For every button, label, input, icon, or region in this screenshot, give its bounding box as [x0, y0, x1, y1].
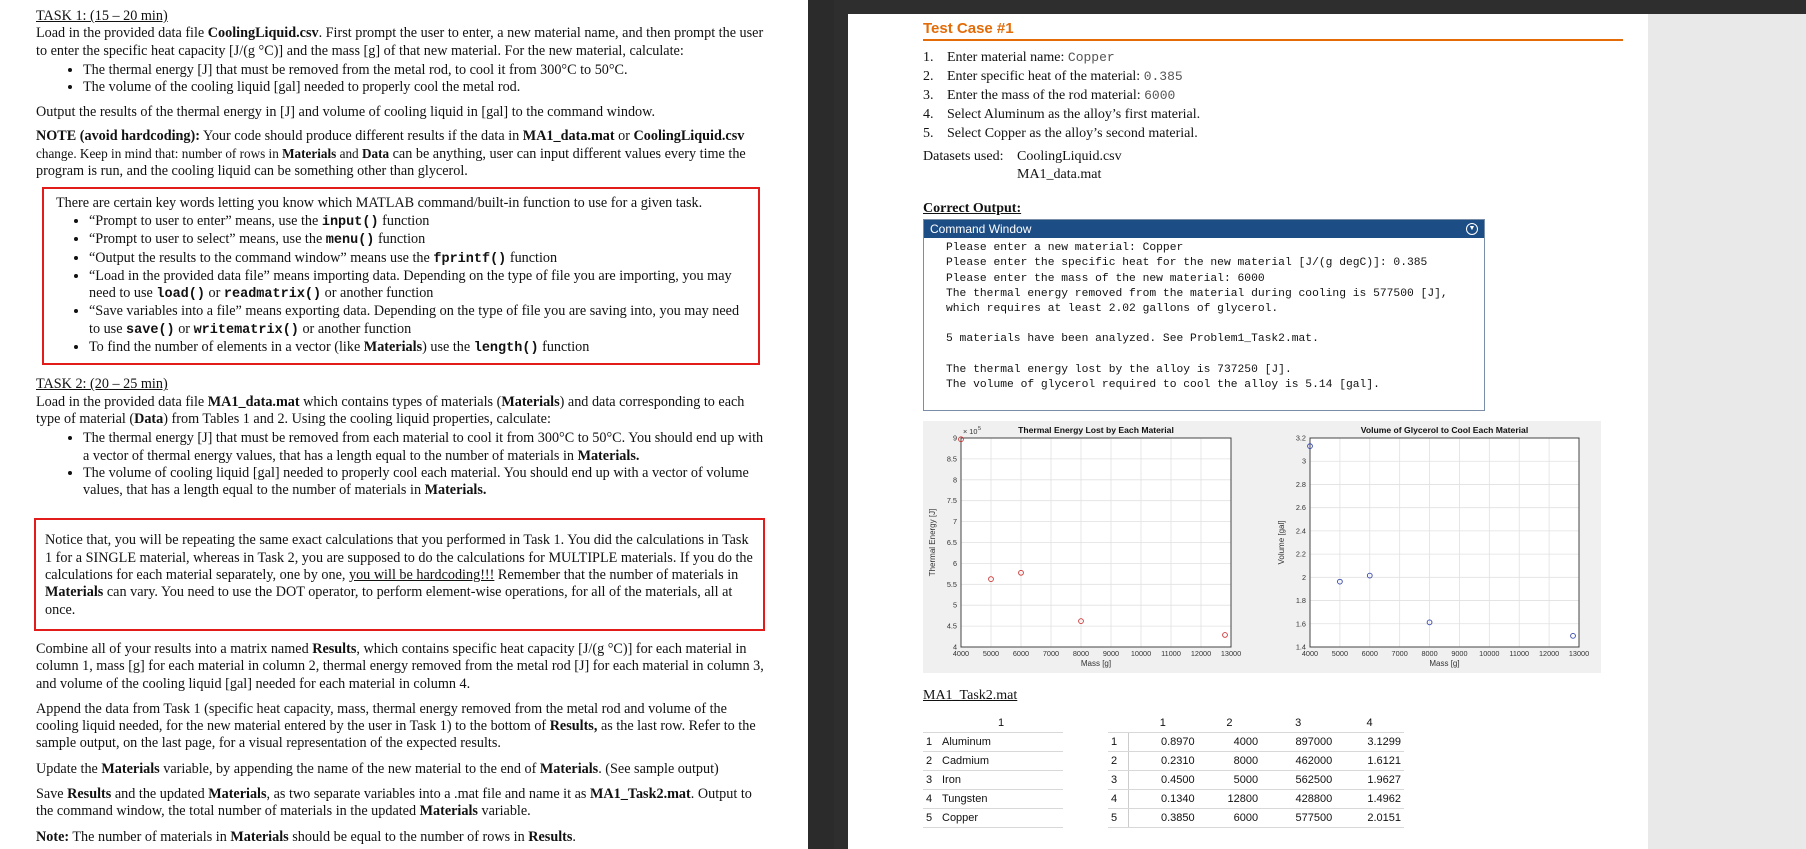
y-axis-label: Volume [gal] — [1277, 520, 1286, 565]
y-axis-label: Thermal Energy [J] — [928, 508, 937, 577]
results-cell: 8000 — [1198, 752, 1261, 771]
test-step: 2. Enter specific heat of the material: 0.385 — [923, 69, 1183, 84]
task1-note: NOTE (avoid hardcoding): Your code should produce different results if the data in MA1_data.mat or CoolingLiquid.csv change. Keep in mind that: number of rows in Materials and Data can be anything, user can input different values every time the program is run, and the cooling liquid can be something other than glycerol. — [36, 127, 746, 180]
results-cell: 0.1340 — [1128, 790, 1198, 809]
x-tick-label: 8000 — [1072, 649, 1090, 658]
table-row[interactable] — [923, 752, 1063, 771]
y-tick-label: 7.5 — [946, 496, 957, 506]
y-tick-label: 1.6 — [1295, 619, 1306, 629]
y-tick-label: 5.5 — [946, 579, 957, 589]
test-steps — [923, 49, 1623, 144]
page-gap — [808, 0, 834, 849]
cmd-line: The thermal energy lost by the alloy is 737250 [J]. — [946, 363, 1292, 376]
task2-bullet: • The volume of cooling liquid [gal] needed to properly cool each material. You should end up with a vector of volume values, that has a length equal to the number of materials in Materials. — [83, 465, 764, 500]
row-number: 4 — [1108, 790, 1128, 809]
mat-file-title: MA1_Task2.mat — [923, 688, 1018, 703]
materials-grid — [923, 714, 1063, 828]
y-tick-label: 8 — [952, 475, 957, 485]
matlab-figure — [923, 421, 1601, 673]
row-number: 1 — [1108, 733, 1128, 752]
column-header: 2 — [1198, 714, 1261, 733]
cmd-line — [946, 348, 1484, 363]
column-header: 1 — [1128, 714, 1198, 733]
chevron-down-icon[interactable]: ▼ — [1466, 223, 1478, 235]
x-tick-label: 13000 — [1220, 649, 1242, 658]
task2-bullets — [36, 430, 764, 499]
results-cell: 0.2310 — [1128, 752, 1198, 771]
hardcoding-warning-box — [34, 518, 765, 630]
column-header: 1 — [939, 714, 1063, 733]
results-cell: 1.4962 — [1335, 790, 1404, 809]
command-window[interactable] — [923, 219, 1485, 411]
left-page-content — [36, 8, 764, 846]
column-header: 3 — [1261, 714, 1335, 733]
results-cell: 5000 — [1198, 771, 1261, 790]
command-window-titlebar — [924, 220, 1484, 238]
matlab-keywords-box — [42, 187, 760, 366]
cmd-line: The volume of glycerol required to cool the alloy is 5.14 [gal]. — [946, 379, 1380, 392]
results-cell: 562500 — [1261, 771, 1335, 790]
x-tick-label: 11000 — [1509, 649, 1530, 658]
x-axis-label: Mass [g] — [1429, 659, 1460, 668]
table-row[interactable] — [923, 733, 1063, 752]
x-tick-label: 11000 — [1161, 649, 1181, 658]
y-tick-label: 1.4 — [1295, 642, 1306, 652]
material-cell: Aluminum — [939, 733, 1063, 752]
datasets-used — [923, 148, 1623, 184]
results-cell: 2.0151 — [1335, 809, 1404, 828]
task1-bullets — [36, 62, 764, 97]
cmd-line: The thermal energy removed from the material during cooling is 577500 [J], — [946, 287, 1448, 300]
hardcoding-warning-text: Notice that, you will be repeating the same exact calculations that you performed in Task 1. You did the calculations in Task 1 for a SINGLE material, whereas in Task 2, you are supposed to do the calculations for MULTIPLE materials. If you do the calculations for each material separately, one by one, you will be hardcoding!!! Remember that the number of materials in Materials can vary. You need to use the DOT operator, to perform element-wise operations, for all of the materials, all at once. — [45, 532, 753, 618]
task1-intro: Load in the provided data file CoolingLiquid.csv. First prompt the user to enter, a new material name, and then prompt the user to enter the specific heat capacity [J/(g °C)] and the mass [g] of that new material. For the new material, calculate: — [36, 25, 764, 59]
x-tick-label: 7000 — [1042, 649, 1060, 658]
x-tick-label: 4000 — [1301, 649, 1319, 658]
x-tick-label: 10000 — [1479, 649, 1500, 658]
dataset-file: CoolingLiquid.csv — [1017, 149, 1122, 164]
keyword-item: • “Prompt to user to enter” means, use the input() function — [89, 213, 742, 231]
cmd-line: Please enter the mass of the new material: 6000 — [946, 272, 1265, 285]
row-number: 3 — [923, 771, 939, 790]
keyword-item: • “Output the results to the command window” means use the fprintf() function — [89, 250, 742, 268]
command-window-title: Command Window — [930, 222, 1032, 236]
cmd-line: Please enter a new material: Copper — [946, 242, 1184, 254]
datasets-label: Datasets used: — [923, 149, 1004, 164]
y-tick-label: 3.2 — [1295, 433, 1306, 443]
table-row[interactable] — [923, 771, 1063, 790]
chart-title: Thermal Energy Lost by Each Material — [1018, 425, 1174, 435]
x-tick-label: 6000 — [1361, 649, 1378, 658]
table-row[interactable] — [923, 790, 1063, 809]
y-tick-label: 2.4 — [1295, 526, 1306, 536]
test-step: 5. Select Copper as the alloy’s second material. — [923, 126, 1198, 141]
axis-exponent-power: 5 — [978, 426, 982, 432]
task1-heading: TASK 1: (15 – 20 min) — [36, 8, 168, 24]
table-row[interactable] — [1108, 752, 1404, 771]
x-tick-label: 4000 — [952, 649, 970, 658]
task1-output-text: Output the results of the thermal energy in [J] and volume of cooling liquid in [gal] to the command window. — [36, 104, 655, 121]
row-number: 2 — [923, 752, 939, 771]
x-tick-label: 9000 — [1451, 649, 1468, 658]
results-cell: 897000 — [1261, 733, 1335, 752]
test-case-title: Test Case #1 — [923, 20, 1623, 41]
results-cell: 3.1299 — [1335, 733, 1404, 752]
y-tick-label: 2.8 — [1295, 479, 1306, 489]
table-row[interactable] — [1108, 733, 1404, 752]
row-number: 5 — [1108, 809, 1128, 828]
material-cell: Copper — [939, 809, 1063, 828]
y-tick-label: 7 — [952, 517, 957, 527]
y-tick-label: 5 — [952, 600, 957, 610]
command-window-output — [924, 238, 1484, 393]
y-tick-label: 6.5 — [946, 538, 957, 547]
x-tick-label: 10000 — [1130, 649, 1152, 658]
cmd-line: Please enter the specific heat for the new material [J/(g degC)]: 0.385 — [946, 257, 1428, 270]
table-header-row — [1108, 714, 1404, 733]
results-cell: 428800 — [1261, 790, 1335, 809]
results-cell: 0.8970 — [1128, 733, 1198, 752]
task1-bullet: • The thermal energy [J] that must be removed from the metal rod, to cool it from 300°C to 50°C. — [83, 62, 764, 79]
task2-intro: Load in the provided data file MA1_data.mat which contains types of materials (Materials) and data corresponding to each type of material (Data) from Tables 1 and 2. Using the cooling liquid properties, calculate: — [36, 393, 745, 427]
task1-bullet: • The volume of the cooling liquid [gal] needed to properly cool the metal rod. — [83, 79, 764, 96]
y-tick-label: 6 — [952, 558, 957, 568]
row-number: 3 — [1108, 771, 1128, 790]
figure-plots — [923, 421, 1601, 673]
x-tick-label: 6000 — [1012, 649, 1030, 658]
y-tick-label: 2 — [1301, 572, 1306, 582]
dataset-file: MA1_data.mat — [1017, 167, 1102, 182]
results-cell: 12800 — [1198, 790, 1261, 809]
y-tick-label: 4.5 — [946, 621, 957, 631]
save-results-text: Save Results and the updated Materials, as two separate variables into a .mat file and name it as MA1_Task2.mat. Output to the command window, the total number of materials in the updated Materials variable. — [36, 785, 752, 820]
results-cell: 4000 — [1198, 733, 1261, 752]
x-tick-label: 8000 — [1421, 649, 1438, 658]
y-tick-label: 4 — [952, 642, 957, 652]
x-tick-label: 9000 — [1102, 649, 1120, 658]
results-table — [1108, 714, 1404, 828]
results-cell: 1.9627 — [1335, 771, 1404, 790]
material-cell: Tungsten — [939, 790, 1063, 809]
keyword-item: • “Prompt to user to select” means, use the menu() function — [89, 231, 742, 249]
materials-table — [923, 714, 1063, 828]
results-cell: 0.4500 — [1128, 771, 1198, 790]
append-results-text: Append the data from Task 1 (specific heat capacity, mass, thermal energy removed from the metal rod and volume of the cooling liquid needed, for the new material entered by the user in Task 1) to the bottom of Results, as the last row. Refer to the sample output, on the last page, for a visual representation of the expected results. — [36, 700, 756, 752]
x-tick-label: 13000 — [1568, 649, 1590, 658]
keyword-item: • To find the number of elements in a vector (like Materials) use the length() function — [89, 339, 742, 357]
task2-bullet: • The thermal energy [J] that must be removed from each material to cool it from 300°C to 50°C. You should end up with a vector of thermal energy values, that has a length equal to the number of materials in Materials. — [83, 430, 764, 465]
table-row[interactable] — [923, 809, 1063, 828]
update-materials-text: Update the Materials variable, by appending the name of the new material to the end of Materials. (See sample output) — [36, 760, 719, 777]
material-cell: Cadmium — [939, 752, 1063, 771]
material-cell: Iron — [939, 771, 1063, 790]
keyword-item: • “Save variables into a file” means exporting data. Depending on the type of file you are saving into, you may need to use save() or writematrix() or another function — [89, 303, 742, 339]
y-tick-label: 3 — [1301, 456, 1306, 466]
results-grid — [1108, 714, 1404, 828]
y-tick-label: 2.6 — [1295, 503, 1306, 513]
correct-output-heading: Correct Output: — [923, 201, 1022, 216]
chart-title: Volume of Glycerol to Cool Each Material — [1360, 425, 1529, 435]
right-margin-area — [1648, 14, 1806, 849]
cmd-line: 5 materials have been analyzed. See Problem1_Task2.mat. — [946, 333, 1319, 346]
results-cell: 462000 — [1261, 752, 1335, 771]
table-row[interactable] — [1108, 790, 1404, 809]
y-tick-label: 9 — [952, 433, 957, 443]
x-tick-label: 5000 — [1331, 649, 1349, 658]
table-row[interactable] — [1108, 809, 1404, 828]
results-cell: 6000 — [1198, 809, 1261, 828]
plot-area — [1310, 438, 1579, 647]
x-tick-label: 12000 — [1190, 649, 1212, 658]
table-row[interactable] — [1108, 771, 1404, 790]
row-number: 1 — [923, 733, 939, 752]
keyword-item: • “Load in the provided data file” means importing data. Depending on the type of file you are importing, you may need to use load() or readmatrix() or another function — [89, 268, 742, 304]
cmd-line — [946, 317, 1484, 332]
test-step: 3. Enter the mass of the rod material: 6000 — [923, 88, 1176, 103]
final-note: Note: The number of materials in Materials should be equal to the number of rows in Results. — [36, 828, 576, 845]
keywords-intro: There are certain key words letting you know which MATLAB command/built-in function to use for a given task. — [56, 194, 703, 211]
right-page-content — [848, 14, 1648, 849]
x-tick-label: 12000 — [1538, 649, 1560, 658]
results-cell: 0.3850 — [1128, 809, 1198, 828]
row-number: 5 — [923, 809, 939, 828]
test-step: 1. Enter material name: Copper — [923, 50, 1115, 65]
row-number: 2 — [1108, 752, 1128, 771]
keywords-list — [56, 213, 758, 357]
test-case-section — [923, 20, 1623, 217]
y-tick-label: 1.8 — [1295, 596, 1306, 606]
combine-results-text: Combine all of your results into a matrix named Results, which contains specific heat capacity [J/(g °C)] for each material in column 1, mass [g] for each material in column 2, thermal energy removed from the metal rod [J] for each material in column 3, and volume of the cooling liquid [gal] needed for each material in column 4. — [36, 640, 764, 692]
task2-heading: TASK 2: (20 – 25 min) — [36, 376, 168, 393]
table-header-row — [923, 714, 1063, 733]
results-cell: 577500 — [1261, 809, 1335, 828]
axis-exponent-label: × 10 — [963, 427, 978, 436]
test-step: 4. Select Aluminum as the alloy’s first material. — [923, 107, 1201, 122]
y-tick-label: 8.5 — [946, 454, 957, 464]
results-cell: 1.6121 — [1335, 752, 1404, 771]
x-tick-label: 7000 — [1391, 649, 1408, 658]
x-tick-label: 5000 — [982, 649, 1000, 658]
cmd-line: which requires at least 2.02 gallons of glycerol. — [946, 303, 1279, 316]
column-header: 4 — [1335, 714, 1404, 733]
row-number: 4 — [923, 790, 939, 809]
y-tick-label: 2.2 — [1295, 549, 1306, 559]
x-axis-label: Mass [g] — [1080, 659, 1112, 668]
